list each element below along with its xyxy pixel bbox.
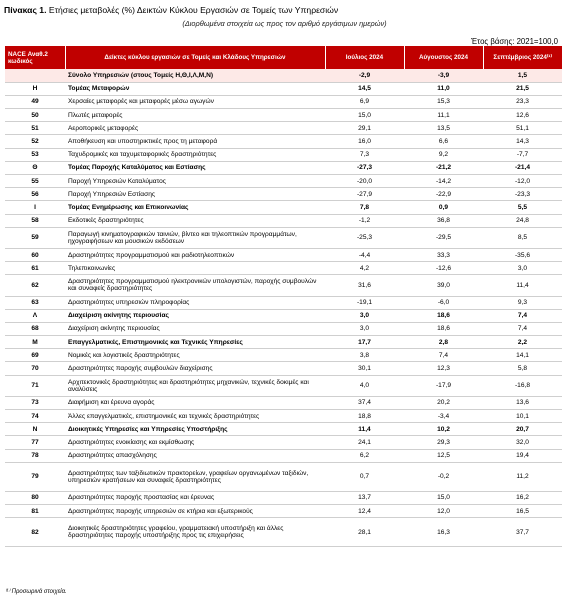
table-row [5, 262, 562, 275]
row-description: Δραστηριότητες προγραμματισμού και ραδιοτηλεοπτικών [65, 248, 325, 261]
row-value-august: 18,6 [404, 322, 483, 335]
row-value-august: 36,8 [404, 214, 483, 227]
row-description: Δραστηριότητες παροχής προστασίας και έρευνας [65, 491, 325, 504]
row-value-july: 4,2 [325, 262, 404, 275]
header-july: Ιούλιος 2024 [325, 46, 404, 69]
row-value-september: 37,7 [483, 518, 562, 547]
row-value-september: 21,5 [483, 82, 562, 95]
row-value-september: 5,8 [483, 362, 562, 375]
footnote: ⁽¹⁾ Προσωρινά στοιχεία. [5, 589, 67, 595]
row-value-august: 18,6 [404, 309, 483, 322]
row-description: Δραστηριότητες ενοικίασης και εκμίσθωσης [65, 436, 325, 449]
row-description: Αεροπορικές μεταφορές [65, 122, 325, 135]
table-total-row [5, 69, 562, 82]
row-value-july: 29,1 [325, 122, 404, 135]
row-value-july: 12,4 [325, 504, 404, 517]
row-code: 61 [5, 262, 65, 275]
table-row [5, 122, 562, 135]
row-value-september: 7,4 [483, 309, 562, 322]
row-description: Τομέας Παροχής Καταλύματος και Εστίασης [65, 161, 325, 174]
row-value-august: 39,0 [404, 275, 483, 296]
row-code: Θ [5, 161, 65, 174]
table-header-row [5, 46, 562, 69]
row-value-september: 19,4 [483, 449, 562, 462]
row-value-july: 7,3 [325, 148, 404, 161]
row-value-july: 3,8 [325, 349, 404, 362]
row-description: Δραστηριότητες παροχής υπηρεσιών σε κτήρια και εξωτερικούς [65, 504, 325, 517]
table-row [5, 375, 562, 396]
table-row [5, 175, 562, 188]
row-code: 80 [5, 491, 65, 504]
row-description: Διαχείριση ακίνητης περιουσίας [65, 322, 325, 335]
row-code: 58 [5, 214, 65, 227]
row-value-september: -16,8 [483, 375, 562, 396]
row-value-september: 32,0 [483, 436, 562, 449]
row-value-august: -0,2 [404, 462, 483, 491]
table-row [5, 161, 562, 174]
row-value-july: 31,6 [325, 275, 404, 296]
row-value-july: 16,0 [325, 135, 404, 148]
row-code: 74 [5, 410, 65, 423]
table-title-label: Πίνακας 1. [4, 5, 47, 15]
row-value-september: 14,3 [483, 135, 562, 148]
row-value-august: -14,2 [404, 175, 483, 188]
table-row [5, 296, 562, 309]
row-value-september: 14,1 [483, 349, 562, 362]
row-code: 71 [5, 375, 65, 396]
row-code: 56 [5, 188, 65, 201]
table-subtitle: (Διορθωμένα στοιχεία ως προς τον αριθμό εργάσιμων ημερών) [182, 19, 387, 28]
row-value-july: 7,8 [325, 201, 404, 214]
row-value-august: 16,3 [404, 518, 483, 547]
row-value-september: 5,5 [483, 201, 562, 214]
table-row [5, 248, 562, 261]
row-value-july: 3,0 [325, 309, 404, 322]
row-description: Αρχιτεκτονικές δραστηριότητες και δραστηριότητες μηχανικών, τεχνικές δοκιμές και αναλύσεις [65, 375, 325, 396]
row-value-august: 2,8 [404, 336, 483, 349]
row-description: Αποθήκευση και υποστηρικτικές προς τη μεταφορά [65, 135, 325, 148]
row-code: 51 [5, 122, 65, 135]
row-code: 78 [5, 449, 65, 462]
row-value-july: -20,0 [325, 175, 404, 188]
row-code: 50 [5, 109, 65, 122]
row-description: Ταχυδρομικές και ταχυμεταφορικές δραστηριότητες [65, 148, 325, 161]
header-august: Αύγουστος 2024 [404, 46, 483, 69]
row-value-july: 18,8 [325, 410, 404, 423]
row-value-july: -19,1 [325, 296, 404, 309]
table-row [5, 396, 562, 409]
table-row [5, 188, 562, 201]
table-row [5, 214, 562, 227]
row-code: 68 [5, 322, 65, 335]
row-value-july: -25,3 [325, 227, 404, 248]
row-value-july: 13,7 [325, 491, 404, 504]
row-value-august: 0,9 [404, 201, 483, 214]
row-description: Τομέας Ενημέρωσης και Επικοινωνίας [65, 201, 325, 214]
row-value-july: 6,2 [325, 449, 404, 462]
turnover-table [5, 46, 562, 547]
row-description: Τομέας Μεταφορών [65, 82, 325, 95]
row-value-july: 37,4 [325, 396, 404, 409]
row-value-july: -27,3 [325, 161, 404, 174]
row-description: Παραγωγή κινηματογραφικών ταινιών, βίντεο και τηλεοπτικών προγραμμάτων, ηχογραφήσεων και μουσικών εκδόσεων [65, 227, 325, 248]
row-value-july: 28,1 [325, 518, 404, 547]
row-value-august: 12,3 [404, 362, 483, 375]
row-description: Επαγγελματικές, Επιστημονικές και Τεχνικές Υπηρεσίες [65, 336, 325, 349]
row-value-august: 11,0 [404, 82, 483, 95]
row-code: 81 [5, 504, 65, 517]
table-row [5, 518, 562, 547]
row-value-august: -6,0 [404, 296, 483, 309]
row-code: 69 [5, 349, 65, 362]
row-description: Δραστηριότητες απασχόλησης [65, 449, 325, 462]
row-value-august: -3,9 [404, 69, 483, 82]
row-description: Δραστηριότητες υπηρεσιών πληροφορίας [65, 296, 325, 309]
row-value-august: 33,3 [404, 248, 483, 261]
row-value-august: 12,5 [404, 449, 483, 462]
row-code: Μ [5, 336, 65, 349]
row-value-august: -29,5 [404, 227, 483, 248]
row-value-september: 1,5 [483, 69, 562, 82]
row-description: Διαχείριση ακίνητης περιουσίας [65, 309, 325, 322]
row-code: 79 [5, 462, 65, 491]
table-row [5, 491, 562, 504]
row-code: Ν [5, 423, 65, 436]
row-code: 60 [5, 248, 65, 261]
table-row [5, 227, 562, 248]
row-value-august: 6,6 [404, 135, 483, 148]
row-value-august: -3,4 [404, 410, 483, 423]
row-value-august: -17,9 [404, 375, 483, 396]
row-value-september: 10,1 [483, 410, 562, 423]
row-description: Νομικές και λογιστικές δραστηριότητες [65, 349, 325, 362]
table-row [5, 95, 562, 108]
row-code: 55 [5, 175, 65, 188]
table-title-text: Ετήσιες μεταβολές (%) Δεικτών Κύκλου Εργασιών σε Τομείς των Υπηρεσιών [48, 5, 339, 15]
row-code: 82 [5, 518, 65, 547]
row-value-september: -21,4 [483, 161, 562, 174]
row-value-july: 0,7 [325, 462, 404, 491]
row-value-september: -12,0 [483, 175, 562, 188]
row-description: Δραστηριότητες των ταξιδιωτικών πρακτορείων, γραφείων οργανωμένων ταξιδιών, υπηρεσιών κρατήσεων και συναφείς δραστηριότητες [65, 462, 325, 491]
row-description: Διαφήμιση και έρευνα αγοράς [65, 396, 325, 409]
row-value-july: 4,0 [325, 375, 404, 396]
row-value-september: 12,6 [483, 109, 562, 122]
row-value-july: 24,1 [325, 436, 404, 449]
row-code: Ι [5, 201, 65, 214]
row-value-august: -21,2 [404, 161, 483, 174]
row-code: 52 [5, 135, 65, 148]
header-nace-code: NACE Αναθ.2 κωδικός [5, 46, 65, 69]
row-code: 73 [5, 396, 65, 409]
row-value-july: 11,4 [325, 423, 404, 436]
row-code: Λ [5, 309, 65, 322]
row-value-august: 20,2 [404, 396, 483, 409]
row-description: Δραστηριότητες προγραμματισμού ηλεκτρονικών υπολογιστών, παροχής συμβουλών και συναφείς δραστηριότητες [65, 275, 325, 296]
table-row [5, 436, 562, 449]
row-description: Παροχή Υπηρεσιών Καταλύματος [65, 175, 325, 188]
row-code: 77 [5, 436, 65, 449]
row-value-september: -35,6 [483, 248, 562, 261]
row-value-september: 11,2 [483, 462, 562, 491]
row-code [5, 69, 65, 82]
table-row [5, 201, 562, 214]
table-body [5, 69, 562, 547]
header-september: Σεπτέμβριος 2024⁽¹⁾ [483, 46, 562, 69]
row-description: Παροχή Υπηρεσιών Εστίασης [65, 188, 325, 201]
row-code: Η [5, 82, 65, 95]
row-value-july: 30,1 [325, 362, 404, 375]
row-value-august: 7,4 [404, 349, 483, 362]
row-value-september: 11,4 [483, 275, 562, 296]
row-value-july: 6,9 [325, 95, 404, 108]
row-value-august: 10,2 [404, 423, 483, 436]
table-row [5, 349, 562, 362]
row-description: Σύνολο Υπηρεσιών (στους Τομείς Η,Θ,Ι,Λ,Μ,Ν) [65, 69, 325, 82]
row-value-august: -12,6 [404, 262, 483, 275]
row-value-august: -22,9 [404, 188, 483, 201]
row-value-september: 51,1 [483, 122, 562, 135]
row-value-july: -2,9 [325, 69, 404, 82]
base-year-note: Έτος βάσης: 2021=100,0 [471, 37, 558, 46]
row-code: 59 [5, 227, 65, 248]
row-value-august: 29,3 [404, 436, 483, 449]
row-value-july: 15,0 [325, 109, 404, 122]
header-description: Δείκτες κύκλου εργασιών σε Τομείς και Κλάδους Υπηρεσιών [65, 46, 325, 69]
table-row [5, 410, 562, 423]
table-row [5, 336, 562, 349]
row-description: Διοικητικές Υπηρεσίες και Υπηρεσίες Υποστήριξης [65, 423, 325, 436]
table-row [5, 82, 562, 95]
table-title [4, 5, 338, 15]
row-value-september: 9,3 [483, 296, 562, 309]
row-code: 49 [5, 95, 65, 108]
table-row [5, 504, 562, 517]
row-value-august: 12,0 [404, 504, 483, 517]
row-value-july: 3,0 [325, 322, 404, 335]
row-value-september: 23,3 [483, 95, 562, 108]
table-row [5, 309, 562, 322]
row-value-july: -27,9 [325, 188, 404, 201]
row-description: Πλωτές μεταφορές [65, 109, 325, 122]
row-description: Εκδοτικές δραστηριότητες [65, 214, 325, 227]
row-value-august: 11,1 [404, 109, 483, 122]
table-row [5, 148, 562, 161]
row-value-september: 16,5 [483, 504, 562, 517]
row-value-september: 7,4 [483, 322, 562, 335]
row-value-july: -1,2 [325, 214, 404, 227]
table-row [5, 109, 562, 122]
row-description: Διοικητικές δραστηριότητες γραφείου, γραμματειακή υποστήριξη και άλλες δραστηριότητες παροχής υποστήριξης προς τις επιχειρήσεις [65, 518, 325, 547]
row-value-september: -23,3 [483, 188, 562, 201]
table-row [5, 362, 562, 375]
row-value-july: 17,7 [325, 336, 404, 349]
row-value-august: 9,2 [404, 148, 483, 161]
table-row [5, 462, 562, 491]
row-value-september: -7,7 [483, 148, 562, 161]
row-description: Τηλεπικοινωνίες [65, 262, 325, 275]
row-code: 70 [5, 362, 65, 375]
row-value-july: 14,5 [325, 82, 404, 95]
row-value-september: 13,6 [483, 396, 562, 409]
row-value-september: 2,2 [483, 336, 562, 349]
row-description: Δραστηριότητες παροχής συμβουλών διαχείρισης [65, 362, 325, 375]
row-value-september: 24,8 [483, 214, 562, 227]
table-row [5, 135, 562, 148]
row-value-september: 20,7 [483, 423, 562, 436]
row-value-august: 15,3 [404, 95, 483, 108]
row-value-september: 16,2 [483, 491, 562, 504]
row-description: Χερσαίες μεταφορές και μεταφορές μέσω αγωγών [65, 95, 325, 108]
row-code: 53 [5, 148, 65, 161]
table-row [5, 322, 562, 335]
row-value-july: -4,4 [325, 248, 404, 261]
row-value-september: 8,5 [483, 227, 562, 248]
row-value-august: 13,5 [404, 122, 483, 135]
table-row [5, 449, 562, 462]
row-value-september: 3,0 [483, 262, 562, 275]
table-row [5, 423, 562, 436]
row-value-august: 15,0 [404, 491, 483, 504]
row-code: 63 [5, 296, 65, 309]
row-code: 62 [5, 275, 65, 296]
table-row [5, 275, 562, 296]
row-description: Άλλες επαγγελματικές, επιστημονικές και τεχνικές δραστηριότητες [65, 410, 325, 423]
